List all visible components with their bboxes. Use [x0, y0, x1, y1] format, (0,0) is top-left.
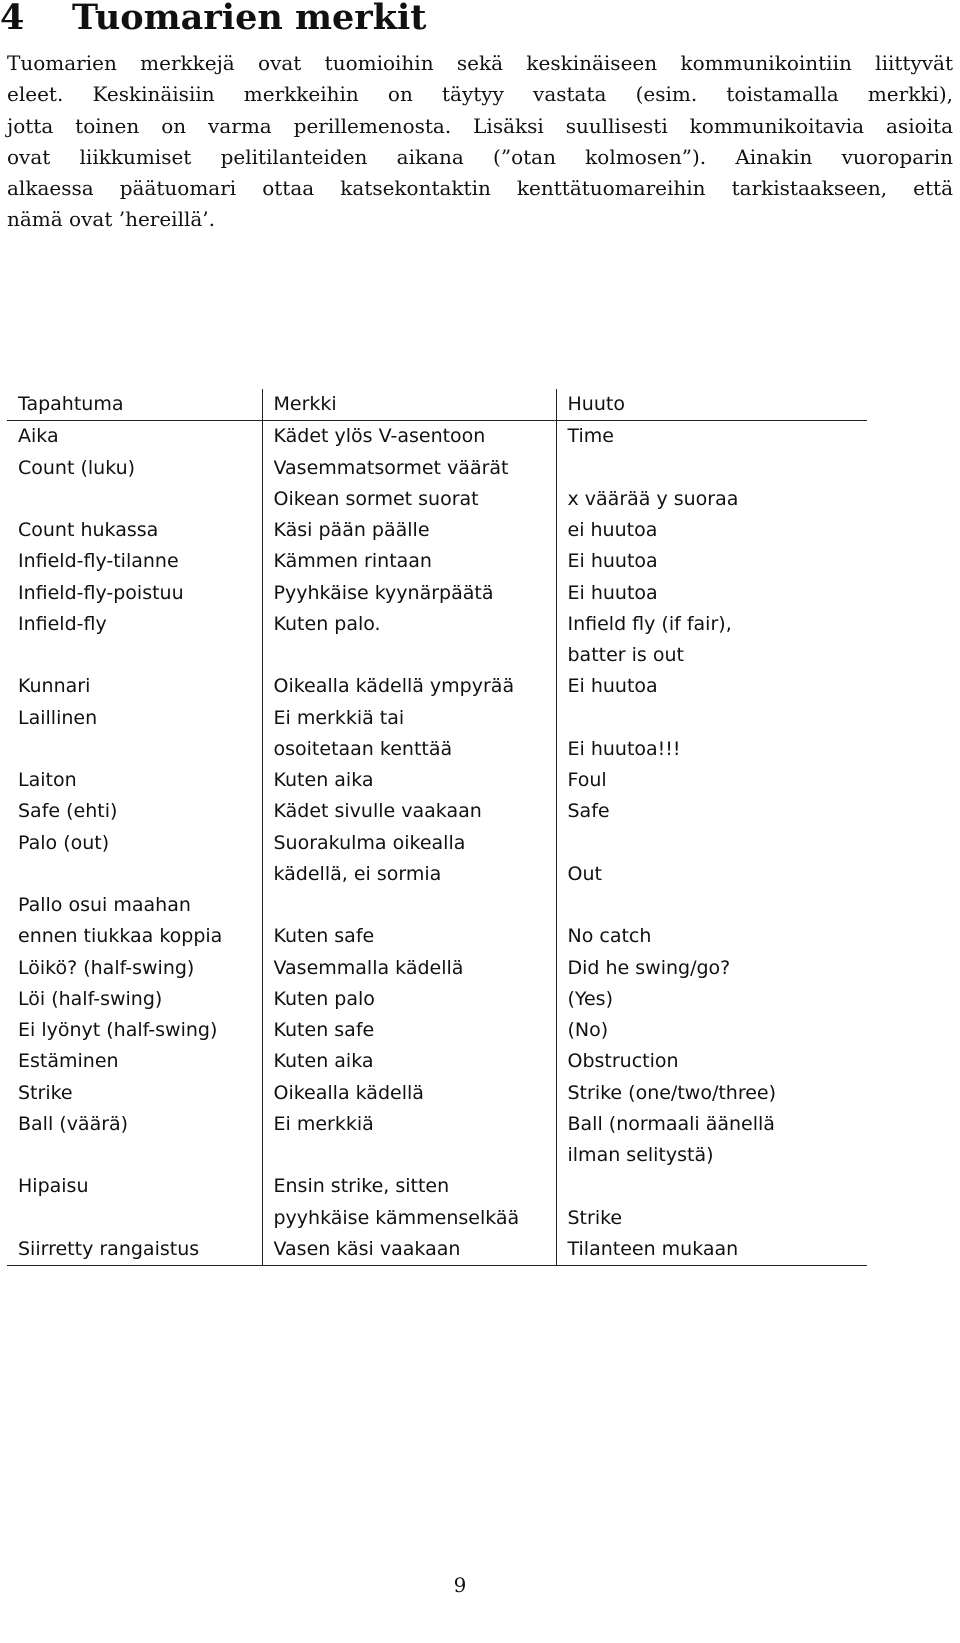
- table-row: [7, 453, 867, 484]
- call-cell: Time: [556, 421, 867, 453]
- intro-line: Tuomarien merkkejä ovat tuomioihin sekä keskinäiseen kommunikointiin liittyvät: [7, 51, 953, 75]
- table-row: [7, 828, 867, 859]
- signal-cell: osoitetaan kenttää: [262, 734, 556, 765]
- table-row: [7, 921, 867, 952]
- table-row: [7, 421, 867, 453]
- event-cell: Strike: [18, 1081, 73, 1104]
- section-heading: [0, 0, 426, 36]
- table-body: [7, 421, 867, 1266]
- table-row: [7, 796, 867, 827]
- table-row: [7, 703, 867, 734]
- intro-paragraph: [7, 48, 953, 236]
- intro-line: ovat liikkumiset pelitilanteiden aikana (”otan kolmosen”). Ainakin vuoroparin: [7, 144, 953, 169]
- event-cell: Löikö? (half-swing): [18, 956, 195, 979]
- event-cell: Safe (ehti): [18, 800, 118, 823]
- call-cell: Ei huutoa: [556, 671, 867, 702]
- signal-cell: Kädet ylös V-asentoon: [262, 421, 556, 453]
- call-cell: No catch: [556, 921, 867, 952]
- event-cell: Infield-fly-poistuu: [18, 581, 184, 604]
- table-row: [7, 734, 867, 765]
- signal-cell: Kuten aika: [262, 1046, 556, 1077]
- signal-cell: Suorakulma oikealla: [262, 828, 556, 859]
- signal-cell: Kuten safe: [262, 921, 556, 952]
- intro-line: nämä ovat ’hereillä’.: [7, 207, 216, 232]
- call-cell: Foul: [556, 765, 867, 796]
- intro-line: jotta toinen on varma perillemenosta. Lisäksi suullisesti kommunikoitavia asioita: [7, 113, 953, 138]
- table-row: [7, 484, 867, 515]
- event-cell: Ei lyönyt (half-swing): [18, 1019, 218, 1041]
- event-cell: [7, 1140, 262, 1171]
- page-number: 9: [453, 1573, 467, 1597]
- signal-cell: Ei merkkiä: [262, 1109, 556, 1140]
- event-cell: [7, 859, 262, 890]
- call-cell: x väärää y suoraa: [556, 484, 867, 515]
- intro-line: eleet. Keskinäisiin merkkeihin on täytyy vastata (esim. toistamalla merkki),: [7, 82, 953, 107]
- signal-cell: Oikealla kädellä: [262, 1078, 556, 1109]
- table-row: [7, 1234, 867, 1266]
- call-cell: batter is out: [556, 640, 867, 671]
- table-row: [7, 1140, 867, 1171]
- event-cell: Pallo osui maahan: [18, 894, 191, 916]
- table-row: [7, 1015, 867, 1046]
- event-cell: Kunnari: [18, 675, 91, 698]
- table-row: [7, 953, 867, 984]
- signal-cell: Pyyhkäise kyynärpäätä: [262, 578, 556, 609]
- table-row: [7, 1203, 867, 1234]
- event-cell: Palo (out): [18, 831, 110, 854]
- signal-cell: Käsi pään päälle: [262, 515, 556, 546]
- call-cell: Strike (one/two/three): [556, 1078, 867, 1109]
- signal-cell: pyyhkäise kämmenselkää: [262, 1203, 556, 1234]
- call-cell: Safe: [556, 796, 867, 827]
- table-row: [7, 890, 867, 921]
- signal-cell: Kämmen rintaan: [262, 546, 556, 577]
- call-cell: ilman selitystä): [556, 1140, 867, 1171]
- section-number: 4: [0, 0, 25, 38]
- signal-cell: Ei merkkiä tai: [262, 703, 556, 734]
- signal-cell: [262, 640, 556, 671]
- signal-cell: Ensin strike, sitten: [262, 1171, 556, 1202]
- table-row: [7, 859, 867, 890]
- table-row: [7, 546, 867, 577]
- column-header-event: Tapahtuma: [7, 389, 262, 421]
- call-cell: Strike: [556, 1203, 867, 1234]
- table-row: [7, 609, 867, 640]
- column-header-signal: Merkki: [262, 389, 556, 421]
- event-cell: [7, 734, 262, 765]
- event-cell: Infield-fly: [18, 612, 107, 635]
- table-row: [7, 515, 867, 546]
- call-cell: Obstruction: [556, 1046, 867, 1077]
- event-cell: Laiton: [18, 769, 77, 791]
- event-cell: Infield-fly-tilanne: [18, 550, 179, 573]
- signal-cell: Vasen käsi vaakaan: [262, 1234, 556, 1266]
- event-cell: Hipaisu: [18, 1175, 89, 1198]
- table-row: [7, 1046, 867, 1077]
- event-cell: [7, 1203, 262, 1234]
- event-cell: [7, 640, 262, 671]
- event-cell: Löi (half-swing): [18, 987, 163, 1010]
- section-title: Tuomarien merkit: [72, 0, 427, 38]
- call-cell: Ei huutoa: [556, 578, 867, 609]
- signal-cell: kädellä, ei sormia: [262, 859, 556, 890]
- call-cell: [556, 890, 867, 921]
- table-row: [7, 1078, 867, 1109]
- signal-cell: Kuten palo: [262, 984, 556, 1015]
- table-header: [7, 389, 867, 421]
- intro-line: alkaessa päätuomari ottaa katsekontaktin kenttätuomareihin tarkistaakseen, että: [7, 176, 953, 201]
- table-row: [7, 578, 867, 609]
- table-header-row: [7, 389, 867, 421]
- call-cell: Ei huutoa: [556, 546, 867, 577]
- event-cell: Ball (väärä): [18, 1112, 129, 1135]
- event-cell: [7, 484, 262, 515]
- signal-cell: Vasemmatsormet väärät: [262, 453, 556, 484]
- call-cell: Did he swing/go?: [556, 953, 867, 984]
- call-cell: Out: [556, 859, 867, 890]
- table-row: [7, 671, 867, 702]
- table-row: [7, 640, 867, 671]
- call-cell: [556, 828, 867, 859]
- signal-cell: [262, 890, 556, 921]
- call-cell: (No): [556, 1015, 867, 1046]
- event-cell: Count hukassa: [18, 519, 159, 541]
- signal-cell: [262, 1140, 556, 1171]
- umpire-signals-table: [7, 389, 867, 1266]
- event-cell: Siirretty rangaistus: [7, 1234, 262, 1266]
- event-cell: Aika: [18, 425, 59, 448]
- event-cell: Laillinen: [18, 706, 98, 729]
- call-cell: [556, 453, 867, 484]
- signal-cell: Oikealla kädellä ympyrää: [262, 671, 556, 702]
- signal-cell: Oikean sormet suorat: [262, 484, 556, 515]
- event-cell: Count (luku): [18, 456, 136, 479]
- signal-cell: Kuten palo.: [262, 609, 556, 640]
- call-cell: ei huutoa: [556, 515, 867, 546]
- signal-cell: Kädet sivulle vaakaan: [262, 796, 556, 827]
- column-header-call: Huuto: [556, 389, 867, 421]
- call-cell: Ball (normaali äänellä: [556, 1109, 867, 1140]
- call-cell: Ei huutoa!!!: [556, 734, 867, 765]
- call-cell: (Yes): [556, 984, 867, 1015]
- table-row: [7, 984, 867, 1015]
- call-cell: Tilanteen mukaan: [556, 1234, 867, 1266]
- signal-cell: Vasemmalla kädellä: [262, 953, 556, 984]
- call-cell: [556, 703, 867, 734]
- call-cell: Infield fly (if fair),: [556, 609, 867, 640]
- event-cell: Estäminen: [18, 1050, 119, 1073]
- table-row: [7, 1109, 867, 1140]
- signal-cell: Kuten safe: [262, 1015, 556, 1046]
- table-row: [7, 1171, 867, 1202]
- call-cell: [556, 1171, 867, 1202]
- table-row: [7, 765, 867, 796]
- signal-cell: Kuten aika: [262, 765, 556, 796]
- event-cell: ennen tiukkaa koppia: [18, 925, 223, 948]
